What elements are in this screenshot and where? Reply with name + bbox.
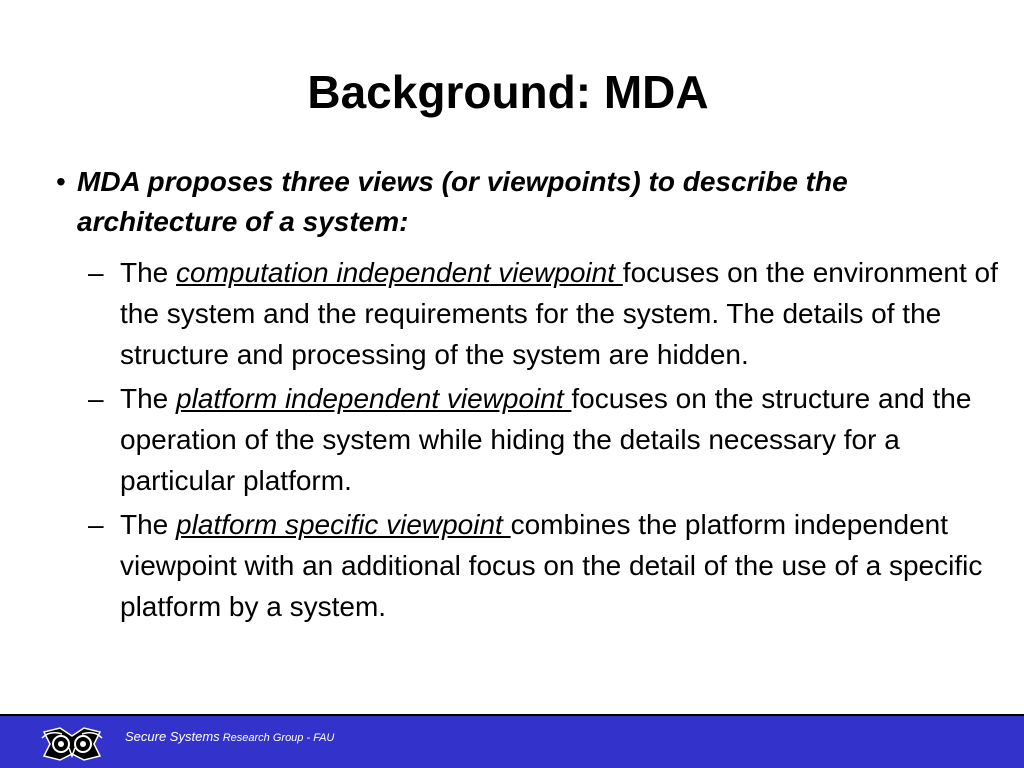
footer-group-name: Secure Systems	[125, 729, 220, 744]
sub-bullet-prefix: The	[120, 383, 177, 414]
footer-bar	[0, 714, 1024, 768]
main-bullet	[56, 162, 996, 242]
sub-bullet-computation-independent	[88, 252, 998, 375]
sub-bullet-platform-independent	[88, 378, 998, 501]
term-platform-specific-viewpoint: platform specific viewpoint	[176, 509, 511, 540]
sub-bullet-description: combines the platform independent viewpoint with an additional focus on the detail of the use of a specific platform by a system.	[120, 509, 983, 622]
sub-bullet-prefix: The	[120, 257, 177, 288]
sub-bullet-list	[88, 252, 998, 630]
sub-bullet-description: focuses on the environment of the system and the requirements for the system. The details of the structure and processing of the system are hidden.	[120, 257, 998, 370]
sub-bullet-description: focuses on the structure and the operation of the system while hiding the details necessary for a particular platform.	[120, 383, 972, 496]
sub-bullet-prefix: The	[120, 509, 177, 540]
main-bullet-text: MDA proposes three views (or viewpoints) to describe the architecture of a system:	[77, 166, 848, 237]
footer-group-rest: Research Group - FAU	[219, 732, 335, 744]
dash-marker: –	[88, 383, 104, 414]
owl-logo-icon	[40, 724, 104, 764]
sub-bullet-platform-specific	[88, 504, 998, 627]
dash-marker: –	[88, 257, 104, 288]
bullet-marker: •	[56, 166, 66, 197]
term-platform-independent-viewpoint: platform independent viewpoint	[176, 383, 572, 414]
footer-caption	[125, 729, 334, 744]
dash-marker: –	[88, 509, 104, 540]
term-computation-independent-viewpoint: computation independent viewpoint	[176, 257, 623, 288]
slide-title: Background: MDA	[307, 66, 709, 118]
